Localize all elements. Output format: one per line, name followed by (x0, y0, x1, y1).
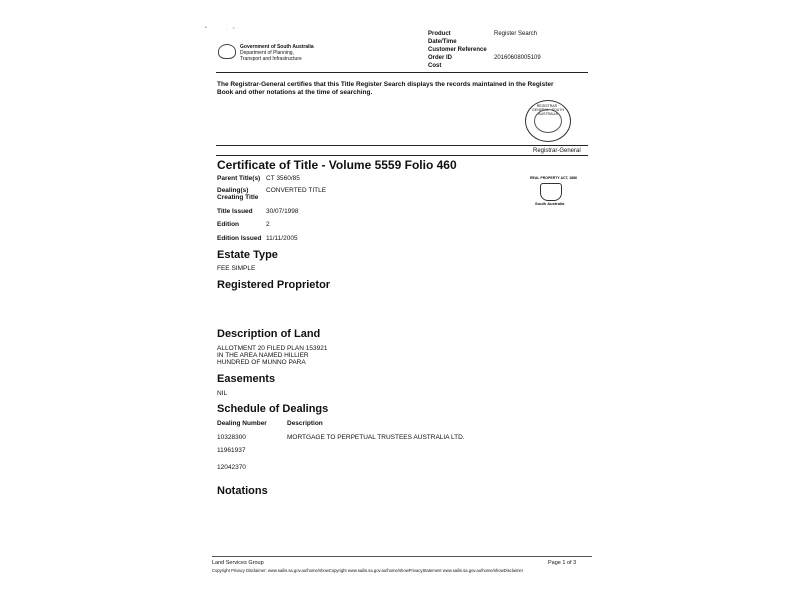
government-name: Government of South Australia (240, 44, 314, 50)
description-of-land-lines (217, 345, 327, 366)
scan-mark: · (226, 27, 228, 33)
meta-product (428, 31, 537, 37)
land-line: IN THE AREA NAMED HILLIER (217, 352, 309, 359)
south-australia-crest-icon (540, 183, 562, 201)
field-label-line2: Creating Title (217, 194, 259, 201)
field-value: 2 (266, 221, 270, 228)
footer-divider (212, 556, 592, 557)
seal-text: REGISTRAR · GENERAL · SOUTH AUSTRALIA (532, 104, 564, 116)
dealing-description: MORTGAGE TO PERPETUAL TRUSTEES AUSTRALIA LTD. (287, 434, 465, 441)
seal-inner (534, 109, 562, 133)
crest-act-label: REAL PROPERTY ACT, 1886 (530, 176, 578, 180)
registrar-general-seal-icon (525, 100, 571, 142)
registered-proprietor-heading: Registered Proprietor (217, 279, 331, 291)
scan-mark: • (205, 25, 207, 31)
product-label: Product (428, 31, 451, 37)
certification-line1: The Registrar-General certifies that this Title Register Search displays the records maintained in the Register (217, 81, 554, 88)
datetime-label: Date/Time (428, 39, 457, 45)
schedule-of-dealings-heading: Schedule of Dealings (217, 403, 329, 415)
field-label: Edition (217, 221, 240, 228)
order-id-label: Order ID (428, 55, 453, 61)
estate-type-value: FEE SIMPLE (217, 265, 256, 272)
order-id-value: 20160608005109 (494, 55, 541, 61)
certification-line2: Book and other notations at the time of searching. (217, 89, 373, 96)
easements-value: NIL (217, 390, 228, 397)
dealing-number-header: Dealing Number (217, 420, 267, 427)
meta-customer-ref (428, 47, 494, 53)
header-divider (216, 72, 588, 73)
registrar-label: Registrar-General (533, 148, 581, 154)
cost-label: Cost (428, 63, 442, 69)
certification-text (217, 81, 589, 97)
title-divider (216, 155, 588, 156)
dealing-number: 10328300 (217, 434, 246, 441)
land-line: HUNDRED OF MUNNO PARA (217, 359, 306, 366)
product-value: Register Search (494, 31, 538, 37)
meta-cost (428, 63, 494, 69)
field-dealings-creating-title (217, 187, 326, 205)
field-label: Edition Issued (217, 235, 262, 242)
government-block (240, 44, 314, 62)
estate-type-heading: Estate Type (217, 249, 278, 261)
dealing-number: 12042370 (217, 464, 246, 471)
field-value: CT 3560/85 (266, 175, 300, 182)
field-value: 11/11/2005 (266, 235, 298, 242)
customer-ref-label: Customer Reference (428, 47, 487, 53)
crest-state-label: South Australia (535, 201, 565, 206)
footer-links: Copyright Privacy Disclaimer: www.sailis.sa.gov.au/home/showCopyright www.sailis.sa.gov.au/home/showPrivacyStatement www.sailis.sa.gov.au/home/showDisclaimer (212, 568, 524, 573)
dealing-description-header: Description (287, 420, 323, 427)
field-value: CONVERTED TITLE (266, 187, 327, 194)
scan-mark: ~ (232, 26, 235, 32)
field-label: Parent Title(s) (217, 175, 261, 182)
dealing-number: 11961937 (217, 447, 246, 454)
field-label-line1: Dealing(s) (217, 187, 249, 194)
description-of-land-heading: Description of Land (217, 328, 321, 340)
meta-order-id (428, 55, 541, 61)
certificate-title: Certificate of Title - Volume 5559 Folio 460 (217, 158, 457, 172)
government-logo-icon (218, 44, 236, 59)
footer-org: Land Services Group (212, 560, 264, 566)
field-value: 30/07/1998 (266, 208, 299, 215)
seal-divider (216, 145, 588, 146)
land-line: ALLOTMENT 20 FILED PLAN 153921 (217, 345, 328, 352)
easements-heading: Easements (217, 373, 276, 385)
footer-page: Page 1 of 3 (548, 560, 577, 566)
meta-datetime (428, 39, 494, 45)
department-line1: Department of Planning, (240, 50, 294, 56)
notations-heading: Notations (217, 485, 268, 497)
department-line2: Transport and Infrastructure (240, 56, 302, 62)
field-label: Title Issued (217, 208, 253, 215)
